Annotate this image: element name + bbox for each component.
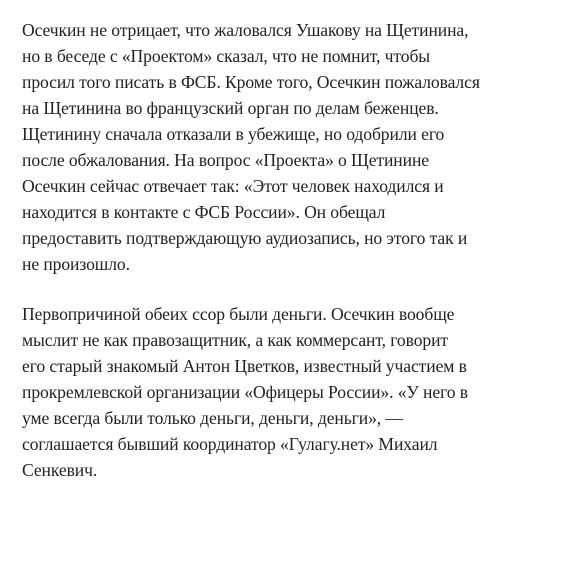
paragraph-line: Сенкевич. bbox=[22, 460, 98, 480]
article-paragraph-2 bbox=[22, 301, 582, 483]
paragraph-line: находится в контакте с ФСБ России». Он обещал bbox=[22, 202, 386, 222]
article-paragraph-1 bbox=[22, 17, 582, 277]
paragraph-line: прокремлевской организации «Офицеры России». «У него в bbox=[22, 382, 468, 402]
paragraph-line: предоставить подтверждающую аудиозапись, но этого так и bbox=[22, 228, 468, 248]
article-body bbox=[22, 17, 582, 483]
paragraph-line: Осечкин не отрицает, что жаловался Ушакову на Щетинина, bbox=[22, 20, 469, 40]
paragraph-line: не произошло. bbox=[22, 254, 130, 274]
paragraph-line: его старый знакомый Антон Цветков, известный участием в bbox=[22, 356, 467, 376]
paragraph-line: Щетинину сначала отказали в убежище, но одобрили его bbox=[22, 124, 445, 144]
paragraph-line: на Щетинина во французский орган по делам беженцев. bbox=[22, 98, 439, 118]
paragraph-line: после обжалования. На вопрос «Проекта» о Щетинине bbox=[22, 150, 429, 170]
paragraph-line: мыслит не как правозащитник, а как коммерсант, говорит bbox=[22, 330, 448, 350]
paragraph-line: просил того писать в ФСБ. Кроме того, Осечкин пожаловался bbox=[22, 72, 480, 92]
paragraph-line: Первопричиной обеих ссор были деньги. Осечкин вообще bbox=[22, 304, 455, 324]
paragraph-line: но в беседе с «Проектом» сказал, что не помнит, чтобы bbox=[22, 46, 431, 66]
paragraph-line: уме всегда были только деньги, деньги, деньги», — bbox=[22, 408, 403, 428]
paragraph-line: Осечкин сейчас отвечает так: «Этот человек находился и bbox=[22, 176, 444, 196]
paragraph-line: соглашается бывший координатор «Гулагу.нет» Михаил bbox=[22, 434, 438, 454]
